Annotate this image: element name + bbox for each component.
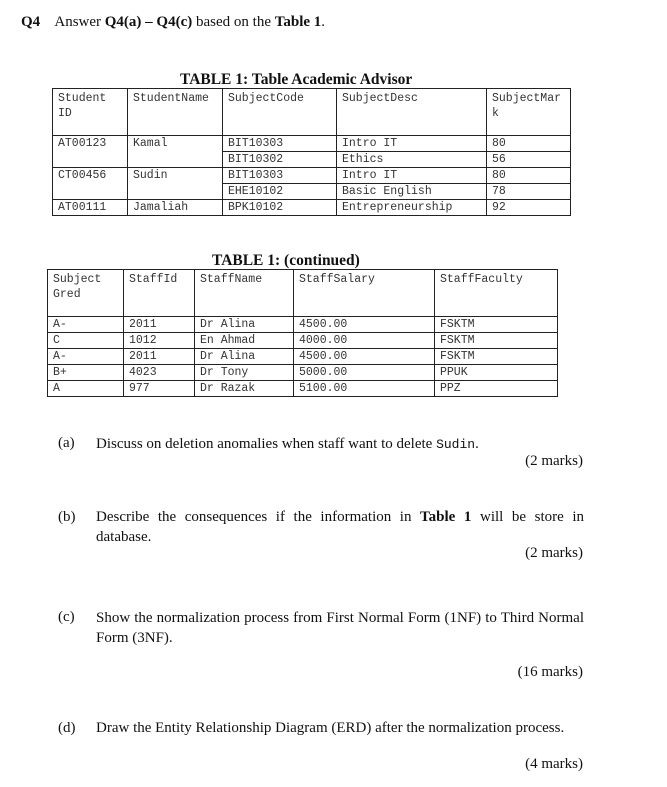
table-cell: FSKTM bbox=[435, 317, 558, 333]
part-c-text: Show the normalization process from First Normal Form (1NF) to Third Normal Form (3NF). bbox=[96, 610, 584, 646]
part-a-marks: (2 marks) bbox=[525, 453, 583, 469]
table-cell: Dr Alina bbox=[195, 317, 294, 333]
table-row bbox=[53, 136, 571, 152]
table-cell: FSKTM bbox=[435, 333, 558, 349]
table-cell: En Ahmad bbox=[195, 333, 294, 349]
table-row bbox=[53, 184, 571, 200]
table-cell: AT00111 bbox=[53, 200, 128, 216]
table-row bbox=[48, 381, 558, 397]
table2-header-cell: StaffId bbox=[124, 270, 195, 317]
table-cell: BIT10303 bbox=[223, 136, 337, 152]
table-cell: 56 bbox=[487, 152, 571, 168]
table-cell: Sudin bbox=[128, 168, 223, 184]
table-cell: A- bbox=[48, 317, 124, 333]
table-cell: 5000.00 bbox=[294, 365, 435, 381]
table-cell: PPZ bbox=[435, 381, 558, 397]
intro-table: Table 1 bbox=[274, 14, 322, 30]
table-cell: C bbox=[48, 333, 124, 349]
table-cell: 4500.00 bbox=[294, 349, 435, 365]
table-cell: 2011 bbox=[124, 317, 195, 333]
table-cell: Intro IT bbox=[337, 168, 487, 184]
table-cell: A bbox=[48, 381, 124, 397]
question-number: Q4 bbox=[21, 14, 41, 30]
table-cell: 80 bbox=[487, 168, 571, 184]
table-cell: Intro IT bbox=[337, 136, 487, 152]
part-d-marks: (4 marks) bbox=[525, 756, 583, 772]
table1 bbox=[52, 88, 571, 216]
table-cell: PPUK bbox=[435, 365, 558, 381]
table2-header-cell: StaffSalary bbox=[294, 270, 435, 317]
table-cell: B+ bbox=[48, 365, 124, 381]
table-cell bbox=[53, 152, 128, 168]
table1-caption: TABLE 1: Table Academic Advisor bbox=[180, 71, 413, 88]
part-b-question-start: Describe the consequences if the information in bbox=[96, 509, 421, 525]
table-cell: Jamaliah bbox=[128, 200, 223, 216]
table-cell: 977 bbox=[124, 381, 195, 397]
part-b-label: (b) bbox=[58, 509, 76, 525]
table-cell: BPK10102 bbox=[223, 200, 337, 216]
table-cell: 80 bbox=[487, 136, 571, 152]
table2-header-row bbox=[48, 270, 558, 317]
part-d-text: Draw the Entity Relationship Diagram (ERD) after the normalization process. bbox=[96, 720, 565, 736]
table-cell: AT00123 bbox=[53, 136, 128, 152]
table-row bbox=[53, 152, 571, 168]
table1-header-cell: SubjectMark bbox=[487, 89, 571, 136]
table-cell: Ethics bbox=[337, 152, 487, 168]
part-a-label: (a) bbox=[58, 435, 75, 451]
table2-header-cell: StaffName bbox=[195, 270, 294, 317]
table-cell: Entrepreneurship bbox=[337, 200, 487, 216]
part-a-code: Sudin bbox=[436, 437, 476, 452]
table-row bbox=[48, 317, 558, 333]
table2 bbox=[47, 269, 558, 397]
part-b-marks: (2 marks) bbox=[525, 545, 583, 561]
table-cell: CT00456 bbox=[53, 168, 128, 184]
table-cell: BIT10303 bbox=[223, 168, 337, 184]
table-cell bbox=[128, 184, 223, 200]
table-cell: 4023 bbox=[124, 365, 195, 381]
table-row bbox=[48, 365, 558, 381]
intro-suffix: . bbox=[321, 14, 326, 30]
part-c-label: (c) bbox=[58, 609, 75, 625]
part-b-text bbox=[96, 507, 584, 547]
table-cell: 4500.00 bbox=[294, 317, 435, 333]
part-c-marks: (16 marks) bbox=[517, 664, 583, 680]
table2-header-cell: Subject Gred bbox=[48, 270, 124, 317]
part-a-question: Discuss on deletion anomalies when staff want to delete bbox=[96, 436, 437, 452]
table-cell: 2011 bbox=[124, 349, 195, 365]
part-d-label: (d) bbox=[58, 720, 76, 736]
table2-caption: TABLE 1: (continued) bbox=[212, 252, 360, 269]
table1-header-cell: SubjectCode bbox=[223, 89, 337, 136]
table-cell: Dr Tony bbox=[195, 365, 294, 381]
table-cell: Basic English bbox=[337, 184, 487, 200]
part-a-text bbox=[96, 434, 584, 455]
table-cell bbox=[53, 184, 128, 200]
table-row bbox=[53, 168, 571, 184]
table-cell: 1012 bbox=[124, 333, 195, 349]
table-row bbox=[53, 200, 571, 216]
table-cell: BIT10302 bbox=[223, 152, 337, 168]
table1-header-cell: SubjectDesc bbox=[337, 89, 487, 136]
part-b-bold: Table 1 bbox=[420, 509, 472, 525]
table-cell: Kamal bbox=[128, 136, 223, 152]
table1-header-row bbox=[53, 89, 571, 136]
table-cell: A- bbox=[48, 349, 124, 365]
table-cell bbox=[128, 152, 223, 168]
table-row bbox=[48, 333, 558, 349]
table-cell: 4000.00 bbox=[294, 333, 435, 349]
table-row bbox=[48, 349, 558, 365]
intro-mid: based on the bbox=[192, 14, 275, 30]
table-cell: 5100.00 bbox=[294, 381, 435, 397]
intro-range: Q4(a) – Q4(c) bbox=[104, 14, 193, 30]
part-a-after: . bbox=[475, 436, 479, 452]
table-cell: 78 bbox=[487, 184, 571, 200]
intro-prefix: Answer bbox=[54, 14, 105, 30]
part-b-question-end: will be store in database. bbox=[96, 509, 585, 545]
table-cell: FSKTM bbox=[435, 349, 558, 365]
question-heading bbox=[21, 14, 325, 31]
table1-header-cell: StudentName bbox=[128, 89, 223, 136]
table-cell: Dr Razak bbox=[195, 381, 294, 397]
table-cell: Dr Alina bbox=[195, 349, 294, 365]
table2-header-cell: StaffFaculty bbox=[435, 270, 558, 317]
table-cell: 92 bbox=[487, 200, 571, 216]
table1-header-cell: Student ID bbox=[53, 89, 128, 136]
table-cell: EHE10102 bbox=[223, 184, 337, 200]
